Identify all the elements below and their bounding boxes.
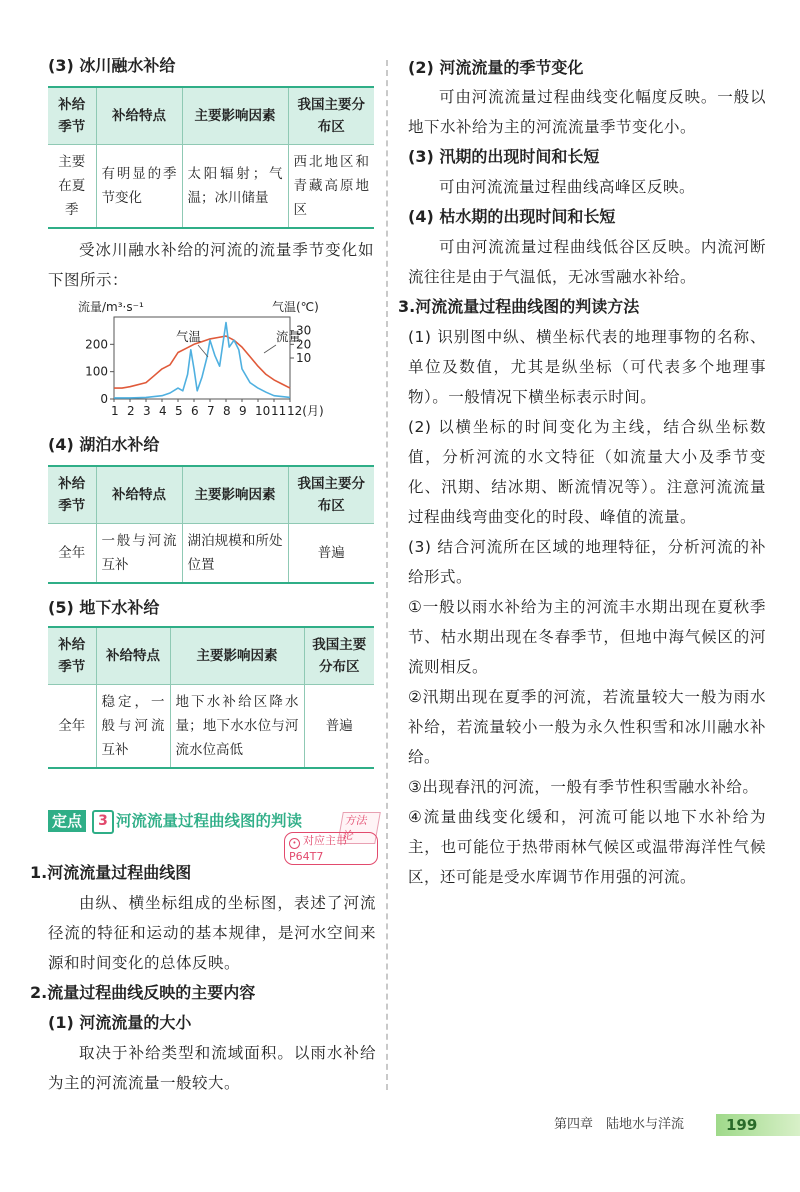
case-4: ④流量曲线变化缓和，河流可能以地下水补给为主，也可能位于热带雨林气候区或温带海洋性气候区，还可能是受水库调节作用强的河流。: [408, 808, 766, 886]
cell-feature: 有明显的季节变化: [96, 145, 182, 229]
lake-table: [48, 465, 374, 584]
seasonal-text: 可由河流流量过程曲线变化幅度反映。一般以地下水补给为主的河流流量季节变化小。: [408, 88, 766, 136]
x-tick-label: 4: [159, 404, 167, 418]
method-1: (1) 识别图中纵、横坐标代表的地理事物的名称、单位及数值，尤其是纵坐标（可代表多个地理事物）。一般情况下横坐标表示时间。: [408, 328, 766, 406]
y-right-tick-label: 10: [296, 351, 312, 365]
cell-season: 全年: [48, 524, 96, 584]
x-tick-label: 5: [175, 404, 183, 418]
x-tick-label: 3: [143, 404, 151, 418]
key-point-title: 河流流量过程曲线图的判读: [116, 812, 303, 830]
col-header-region: 我国主要分布区: [288, 466, 374, 524]
col-header-region: 我国主要分布区: [304, 627, 374, 685]
x-tick-label: 11: [271, 404, 287, 418]
col-header-feature: 补给特点: [96, 627, 170, 685]
x-tick-label: 7: [207, 404, 215, 418]
key-point-number: 3: [92, 810, 114, 834]
plot-frame: [114, 317, 290, 399]
col-header-feature: 补给特点: [96, 466, 182, 524]
ground-table: [48, 626, 374, 769]
page-number: 199: [726, 1116, 758, 1134]
heading-glacier: (3) 冰川融水补给: [48, 56, 176, 75]
series-label-leader: [198, 345, 208, 357]
cell-feature: 一般与河流互补: [96, 524, 182, 584]
glacier-table: [48, 86, 374, 229]
col-header-feature: 补给特点: [96, 87, 182, 145]
left-column: [48, 54, 374, 769]
section-1-heading: 1.河流流量过程曲线图: [30, 863, 192, 882]
right-column: [398, 54, 766, 892]
case-1: ①一般以雨水补给为主的河流丰水期出现在夏秋季节、枯水期出现在冬春季节，但地中海气候区的河流则相反。: [408, 598, 766, 676]
x-tick-label: 9: [239, 404, 247, 418]
reference-text: 对应主书 P64T7: [289, 834, 347, 863]
col-header-factor: 主要影响因素: [182, 466, 288, 524]
cell-factor: 湖泊规模和所处位置: [182, 524, 288, 584]
col-header-season: 补给季节: [48, 627, 96, 685]
y-left-tick-label: 200: [85, 337, 108, 352]
series-label-leader: [264, 345, 276, 353]
dry-text: 可由河流流量过程曲线低谷区反映。内流河断流往往是由于气温低，无冰雪融水补给。: [408, 238, 766, 286]
flow-temperature-chart: [48, 295, 374, 423]
cell-season: 主要在夏季: [48, 145, 96, 229]
series-line-气温: [114, 336, 290, 388]
page-footer: [0, 1112, 800, 1138]
method-badge: 方法论: [337, 812, 381, 844]
chapter-label: 第四章 陆地水与洋流: [554, 1117, 685, 1132]
y-left-tick-label: 0: [100, 392, 108, 406]
column-divider: [386, 60, 388, 1090]
series-label-flow: 流量: [276, 329, 302, 344]
key-point-tag: 定点: [48, 810, 86, 832]
cell-factor: 地下水补给区降水量；地下水水位与河流水位高低: [170, 685, 304, 769]
section-2-heading: 2.流量过程曲线反映的主要内容: [30, 983, 256, 1002]
heading-flood: (3) 汛期的出现时间和长短: [408, 147, 600, 166]
x-tick-label: 8: [223, 404, 231, 418]
col-header-factor: 主要影响因素: [170, 627, 304, 685]
x-tick-label: 1: [111, 404, 119, 418]
series-label-temperature: 气温: [176, 329, 202, 344]
heading-ground: (5) 地下水补给: [48, 598, 160, 617]
section-1-text: 由纵、横坐标组成的坐标图，表述了河流径流的特征和运动的基本规律，是河水空间来源和时间变化的总体反映。: [48, 894, 376, 972]
col-header-season: 补给季节: [48, 466, 96, 524]
glacier-chart-intro: 受冰川融水补给的河流的流量季节变化如下图所示：: [48, 241, 374, 289]
heading-lake: (4) 湖泊水补给: [48, 435, 160, 454]
x-tick-label: 6: [191, 404, 199, 418]
target-icon: •: [289, 838, 300, 849]
y-left-tick-label: 100: [85, 364, 108, 379]
left-lower-text: [30, 858, 376, 1098]
cell-factor: 太阳辐射；气温；冰川储量: [182, 145, 288, 229]
cell-region: 普遍: [288, 524, 374, 584]
heading-dry: (4) 枯水期的出现时间和长短: [408, 207, 616, 226]
flood-text: 可由河流流量过程曲线高峰区反映。: [439, 178, 696, 196]
section-2-1-heading: (1) 河流流量的大小: [48, 1013, 192, 1032]
cell-region: 普遍: [304, 685, 374, 769]
key-point-banner: [48, 808, 378, 863]
section-2-1-text: 取决于补给类型和流域面积。以雨水补给为主的河流流量一般较大。: [48, 1044, 376, 1092]
cell-season: 全年: [48, 685, 96, 769]
x-tick-label: 2: [127, 404, 135, 418]
heading-seasonal: (2) 河流流量的季节变化: [408, 58, 584, 77]
x-tick-label: 10: [255, 404, 271, 418]
section-3-heading: 3.河流流量过程曲线图的判读方法: [398, 297, 640, 316]
case-2: ②汛期出现在夏季的河流，若流量较大一般为雨水补给，若流量较小一般为永久性积雪和冰川融水补给。: [408, 688, 766, 766]
cell-region: 西北地区和青藏高原地区: [288, 145, 374, 229]
y-right-tick-label: 20: [296, 337, 312, 352]
y-right-tick-label: 30: [296, 323, 312, 338]
glacier-chart: [48, 295, 374, 423]
method-3: (3) 结合河流所在区域的地理特征，分析河流的补给形式。: [408, 538, 766, 586]
col-header-region: 我国主要分布区: [288, 87, 374, 145]
method-2: (2) 以横坐标的时间变化为主线，结合纵坐标数值，分析河流的水文特征（如流量大小及季节变化、汛期、结冰期、断流情况等）。注意河流流量过程曲线弯曲变化的时段、峰值的流量。: [408, 418, 766, 526]
x-tick-label: 12(月): [287, 404, 324, 418]
col-header-factor: 主要影响因素: [182, 87, 288, 145]
y-left-axis-label: 流量/m³·s⁻¹: [78, 300, 144, 314]
case-3: ③出现春汛的河流，一般有季节性积雪融水补给。: [408, 778, 759, 796]
y-right-axis-label: 气温(℃): [272, 300, 319, 314]
series-line-流量: [114, 323, 290, 398]
cell-feature: 稳定，一般与河流互补: [96, 685, 170, 769]
col-header-season: 补给季节: [48, 87, 96, 145]
